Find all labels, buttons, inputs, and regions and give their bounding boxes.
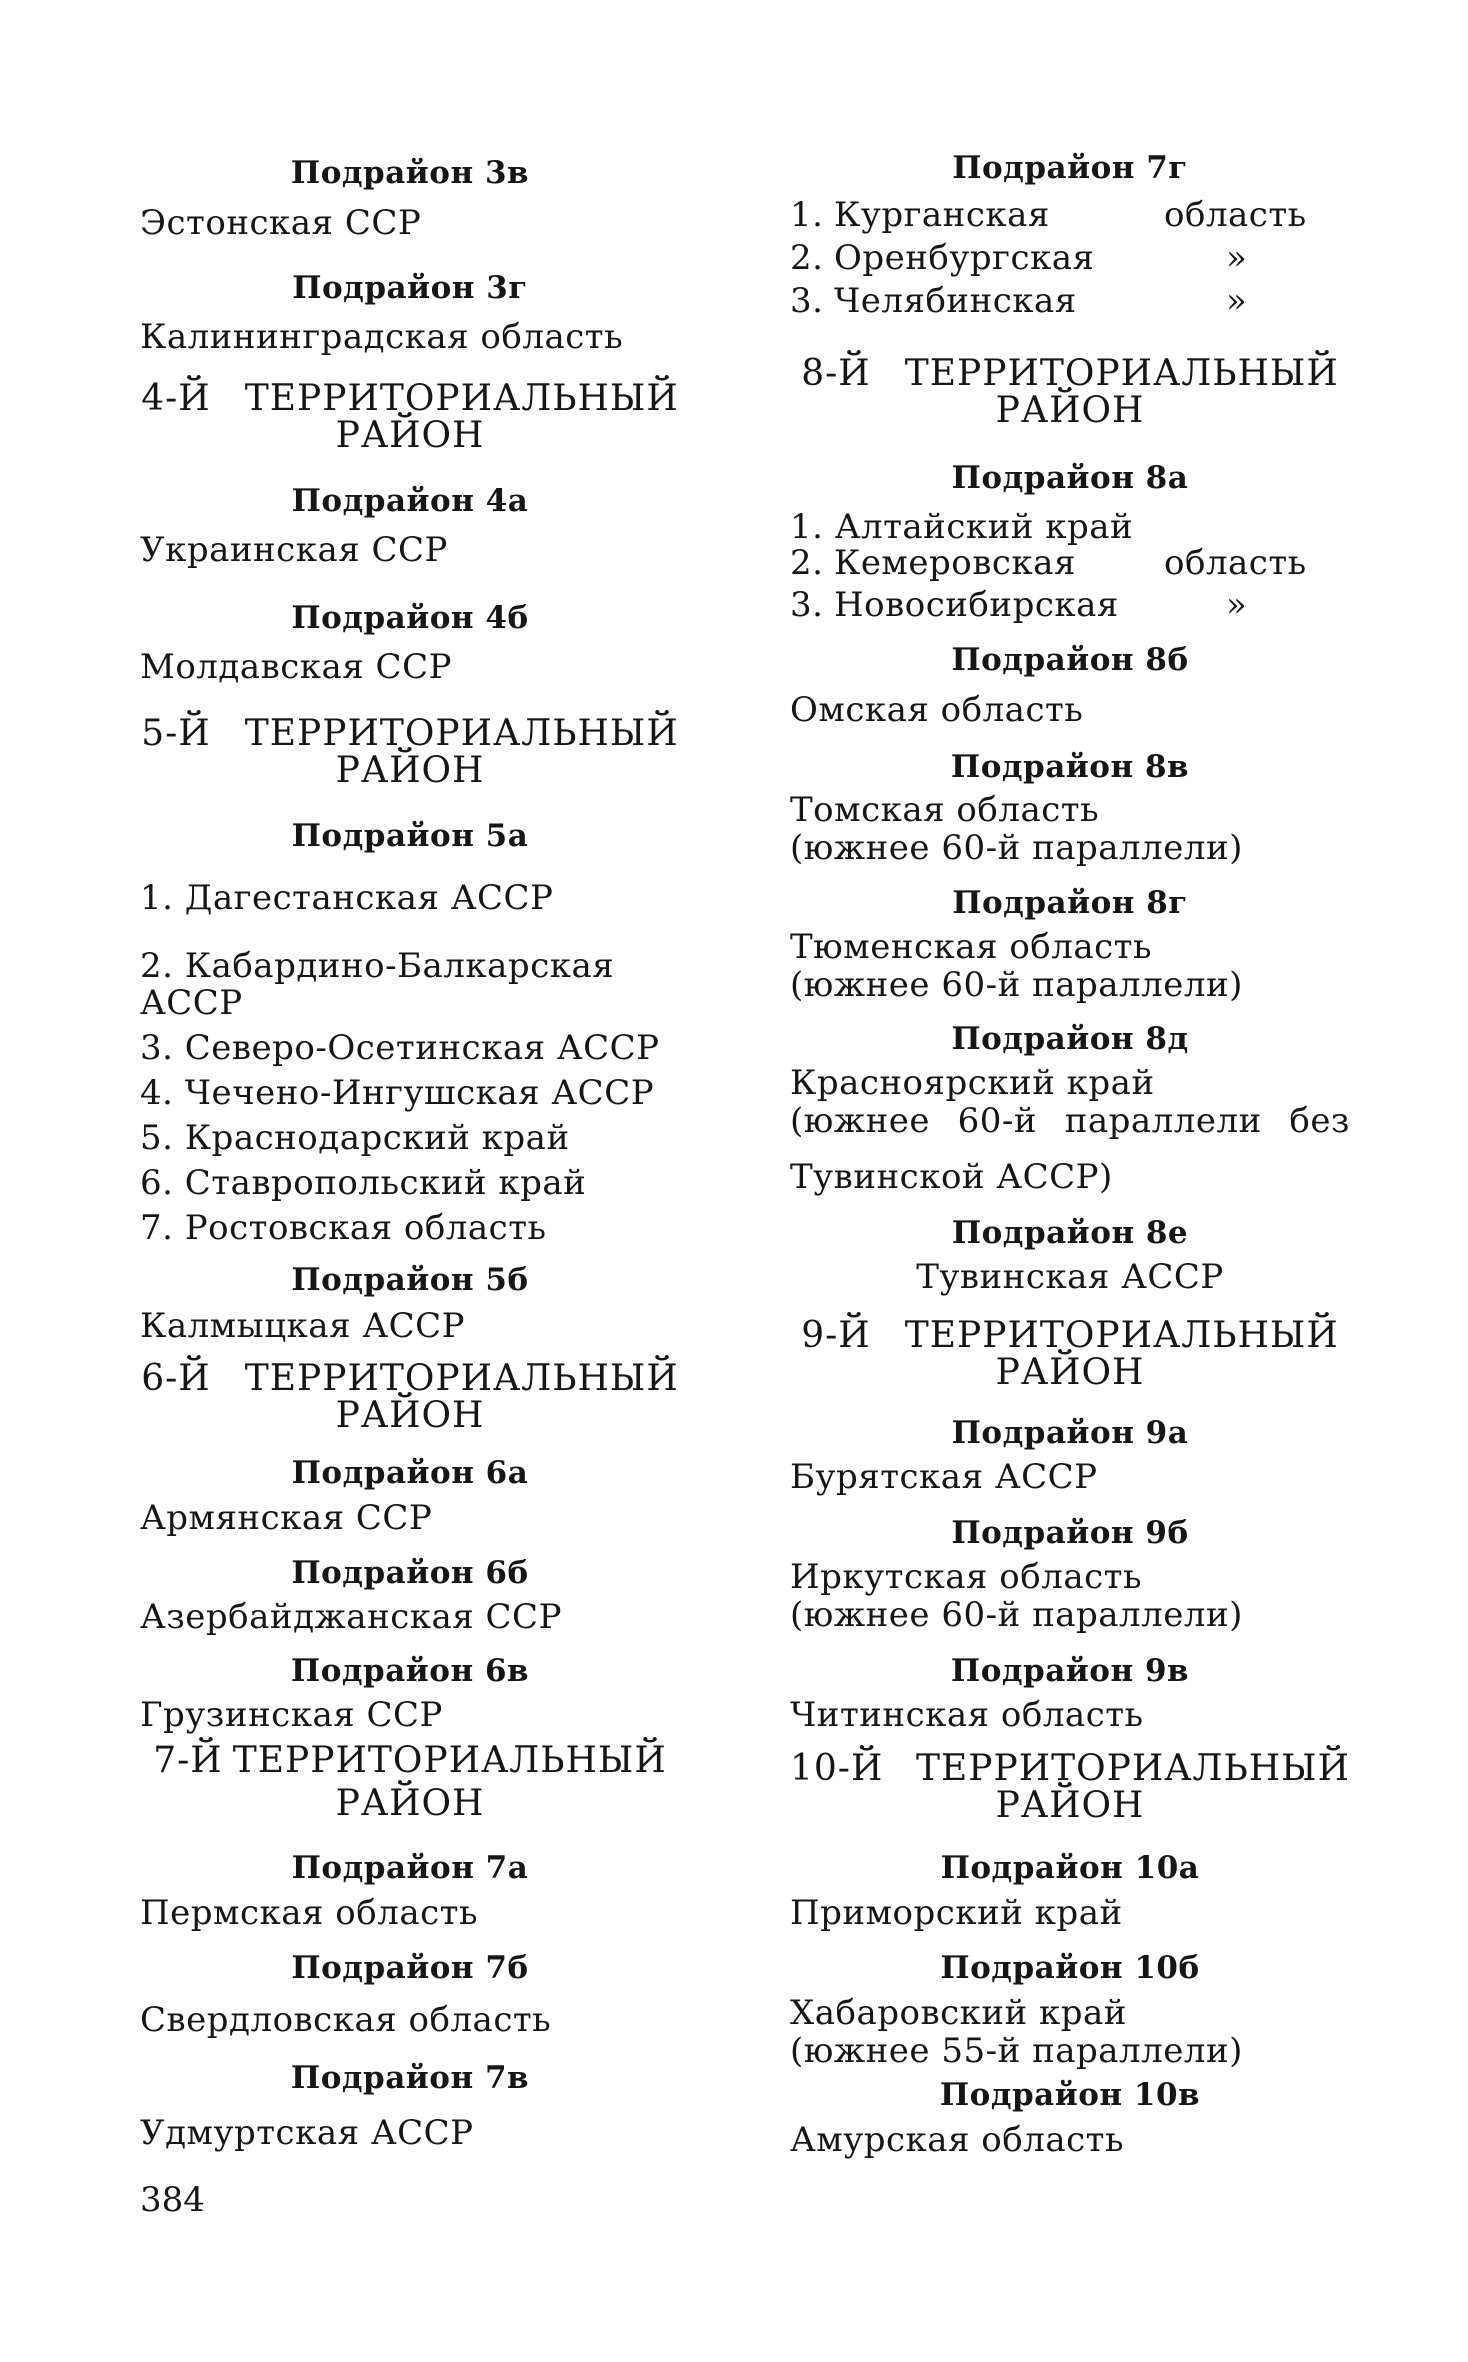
list-item: 6. Ставропольский край xyxy=(140,1163,587,1203)
list-item: 7. Ростовская область xyxy=(140,1208,547,1248)
list-item: 2. Кемеровская область xyxy=(790,543,1307,583)
district-heading: 5-Й ТЕРРИТОРИАЛЬНЫЙ РАЙОН xyxy=(141,713,679,791)
list-item: 3. Челябинская » xyxy=(790,281,1248,321)
list-item: 1. Дагестанская АССР xyxy=(140,878,554,918)
subdistrict-heading: Подрайон 8е xyxy=(951,1215,1189,1251)
subdistrict-heading: Подрайон 8в xyxy=(950,749,1190,785)
subdistrict-heading: Подрайон 8д xyxy=(951,1021,1189,1057)
region-entry: Бурятская АССР xyxy=(790,1457,1098,1497)
subdistrict-heading: Подрайон 6в xyxy=(290,1653,530,1689)
district-heading: 6-Й ТЕРРИТОРИАЛЬНЫЙ РАЙОН xyxy=(141,1358,679,1436)
page-number: 384 xyxy=(140,2180,205,2220)
list-item: 4. Чечено-Ингушская АССР xyxy=(140,1073,655,1113)
region-note: (южнее 60-й параллели) xyxy=(790,965,1243,1005)
district-heading: 9-Й ТЕРРИТОРИАЛЬНЫЙ РАЙОН xyxy=(801,1315,1339,1393)
region-entry: Омская область xyxy=(790,690,1084,730)
list-item: 1. Алтайский край xyxy=(790,507,1134,547)
region-entry: Пермская область xyxy=(140,1893,478,1933)
region-entry: Приморский край xyxy=(790,1893,1123,1933)
region-entry: Тувинская АССР xyxy=(916,1257,1224,1297)
subdistrict-heading: Подрайон 8г xyxy=(952,885,1188,921)
subdistrict-heading: Подрайон 7г xyxy=(952,150,1188,186)
region-entry: Красноярский край xyxy=(790,1063,1155,1103)
district-heading: 8-Й ТЕРРИТОРИАЛЬНЫЙ РАЙОН xyxy=(801,353,1339,431)
district-heading: 4-Й ТЕРРИТОРИАЛЬНЫЙ РАЙОН xyxy=(141,378,679,456)
region-note: Тувинской АССР) xyxy=(790,1157,1113,1197)
region-entry: Читинская область xyxy=(790,1695,1144,1735)
subdistrict-heading: Подрайон 5б xyxy=(291,1262,529,1298)
region-entry: Свердловская область xyxy=(140,2000,552,2040)
subdistrict-heading: Подрайон 8б xyxy=(951,642,1189,678)
region-entry: Калмыцкая АССР xyxy=(140,1306,465,1346)
subdistrict-heading: Подрайон 7а xyxy=(291,1850,529,1886)
region-entry: Удмуртская АССР xyxy=(140,2113,474,2153)
region-note: (южнее 55-й параллели) xyxy=(790,2031,1243,2071)
region-entry: Тюменская область xyxy=(790,927,1152,967)
subdistrict-heading: Подрайон 3г xyxy=(292,270,528,306)
region-entry: Азербайджанская ССР xyxy=(140,1597,562,1637)
subdistrict-heading: Подрайон 7в xyxy=(290,2060,530,2096)
region-entry: Хабаровский край xyxy=(790,1993,1127,2033)
subdistrict-heading: Подрайон 5а xyxy=(291,818,529,854)
subdistrict-heading: Подрайон 9б xyxy=(951,1515,1189,1551)
region-entry: Украинская ССР xyxy=(140,530,448,570)
list-item: 3. Новосибирская » xyxy=(790,585,1248,625)
region-note: (южнее 60-й параллели) xyxy=(790,1595,1243,1635)
list-item: 2. Оренбургская » xyxy=(790,238,1248,278)
subdistrict-heading: Подрайон 10б xyxy=(940,1950,1200,1986)
region-note: (южнее 60-й параллели) xyxy=(790,828,1243,868)
subdistrict-heading: Подрайон 3в xyxy=(290,155,530,191)
subdistrict-heading: Подрайон 9а xyxy=(951,1415,1189,1451)
list-item: 5. Краснодарский край xyxy=(140,1118,570,1158)
district-heading: 7-Й ТЕРРИТОРИАЛЬНЫЙ РАЙОН xyxy=(153,1740,667,1824)
list-item: АССР xyxy=(140,983,243,1023)
subdistrict-heading: Подрайон 9в xyxy=(950,1653,1190,1689)
region-entry: Иркутская область xyxy=(790,1557,1142,1597)
region-note: (южнее 60-й параллели без xyxy=(790,1101,1350,1141)
region-entry: Молдавская ССР xyxy=(140,647,452,687)
subdistrict-heading: Подрайон 4а xyxy=(291,483,529,519)
subdistrict-heading: Подрайон 8а xyxy=(951,460,1189,496)
region-entry: Эстонская ССР xyxy=(140,203,422,243)
subdistrict-heading: Подрайон 7б xyxy=(291,1950,529,1986)
subdistrict-heading: Подрайон 6а xyxy=(291,1455,529,1491)
region-entry: Амурская область xyxy=(790,2120,1124,2160)
region-entry: Грузинская ССР xyxy=(140,1695,443,1735)
region-entry: Томская область xyxy=(790,790,1100,830)
subdistrict-heading: Подрайон 10в xyxy=(939,2077,1201,2113)
list-item: 2. Кабардино-Балкарская xyxy=(140,946,615,986)
district-heading: 10-Й ТЕРРИТОРИАЛЬНЫЙ РАЙОН xyxy=(790,1748,1350,1826)
region-entry: Армянская ССР xyxy=(140,1498,433,1538)
list-item: 3. Северо-Осетинская АССР xyxy=(140,1028,660,1068)
subdistrict-heading: Подрайон 6б xyxy=(291,1555,529,1591)
subdistrict-heading: Подрайон 10а xyxy=(940,1850,1200,1886)
list-item: 1. Курганская область xyxy=(790,195,1307,235)
region-entry: Калининградская область xyxy=(140,317,624,357)
subdistrict-heading: Подрайон 4б xyxy=(291,600,529,636)
